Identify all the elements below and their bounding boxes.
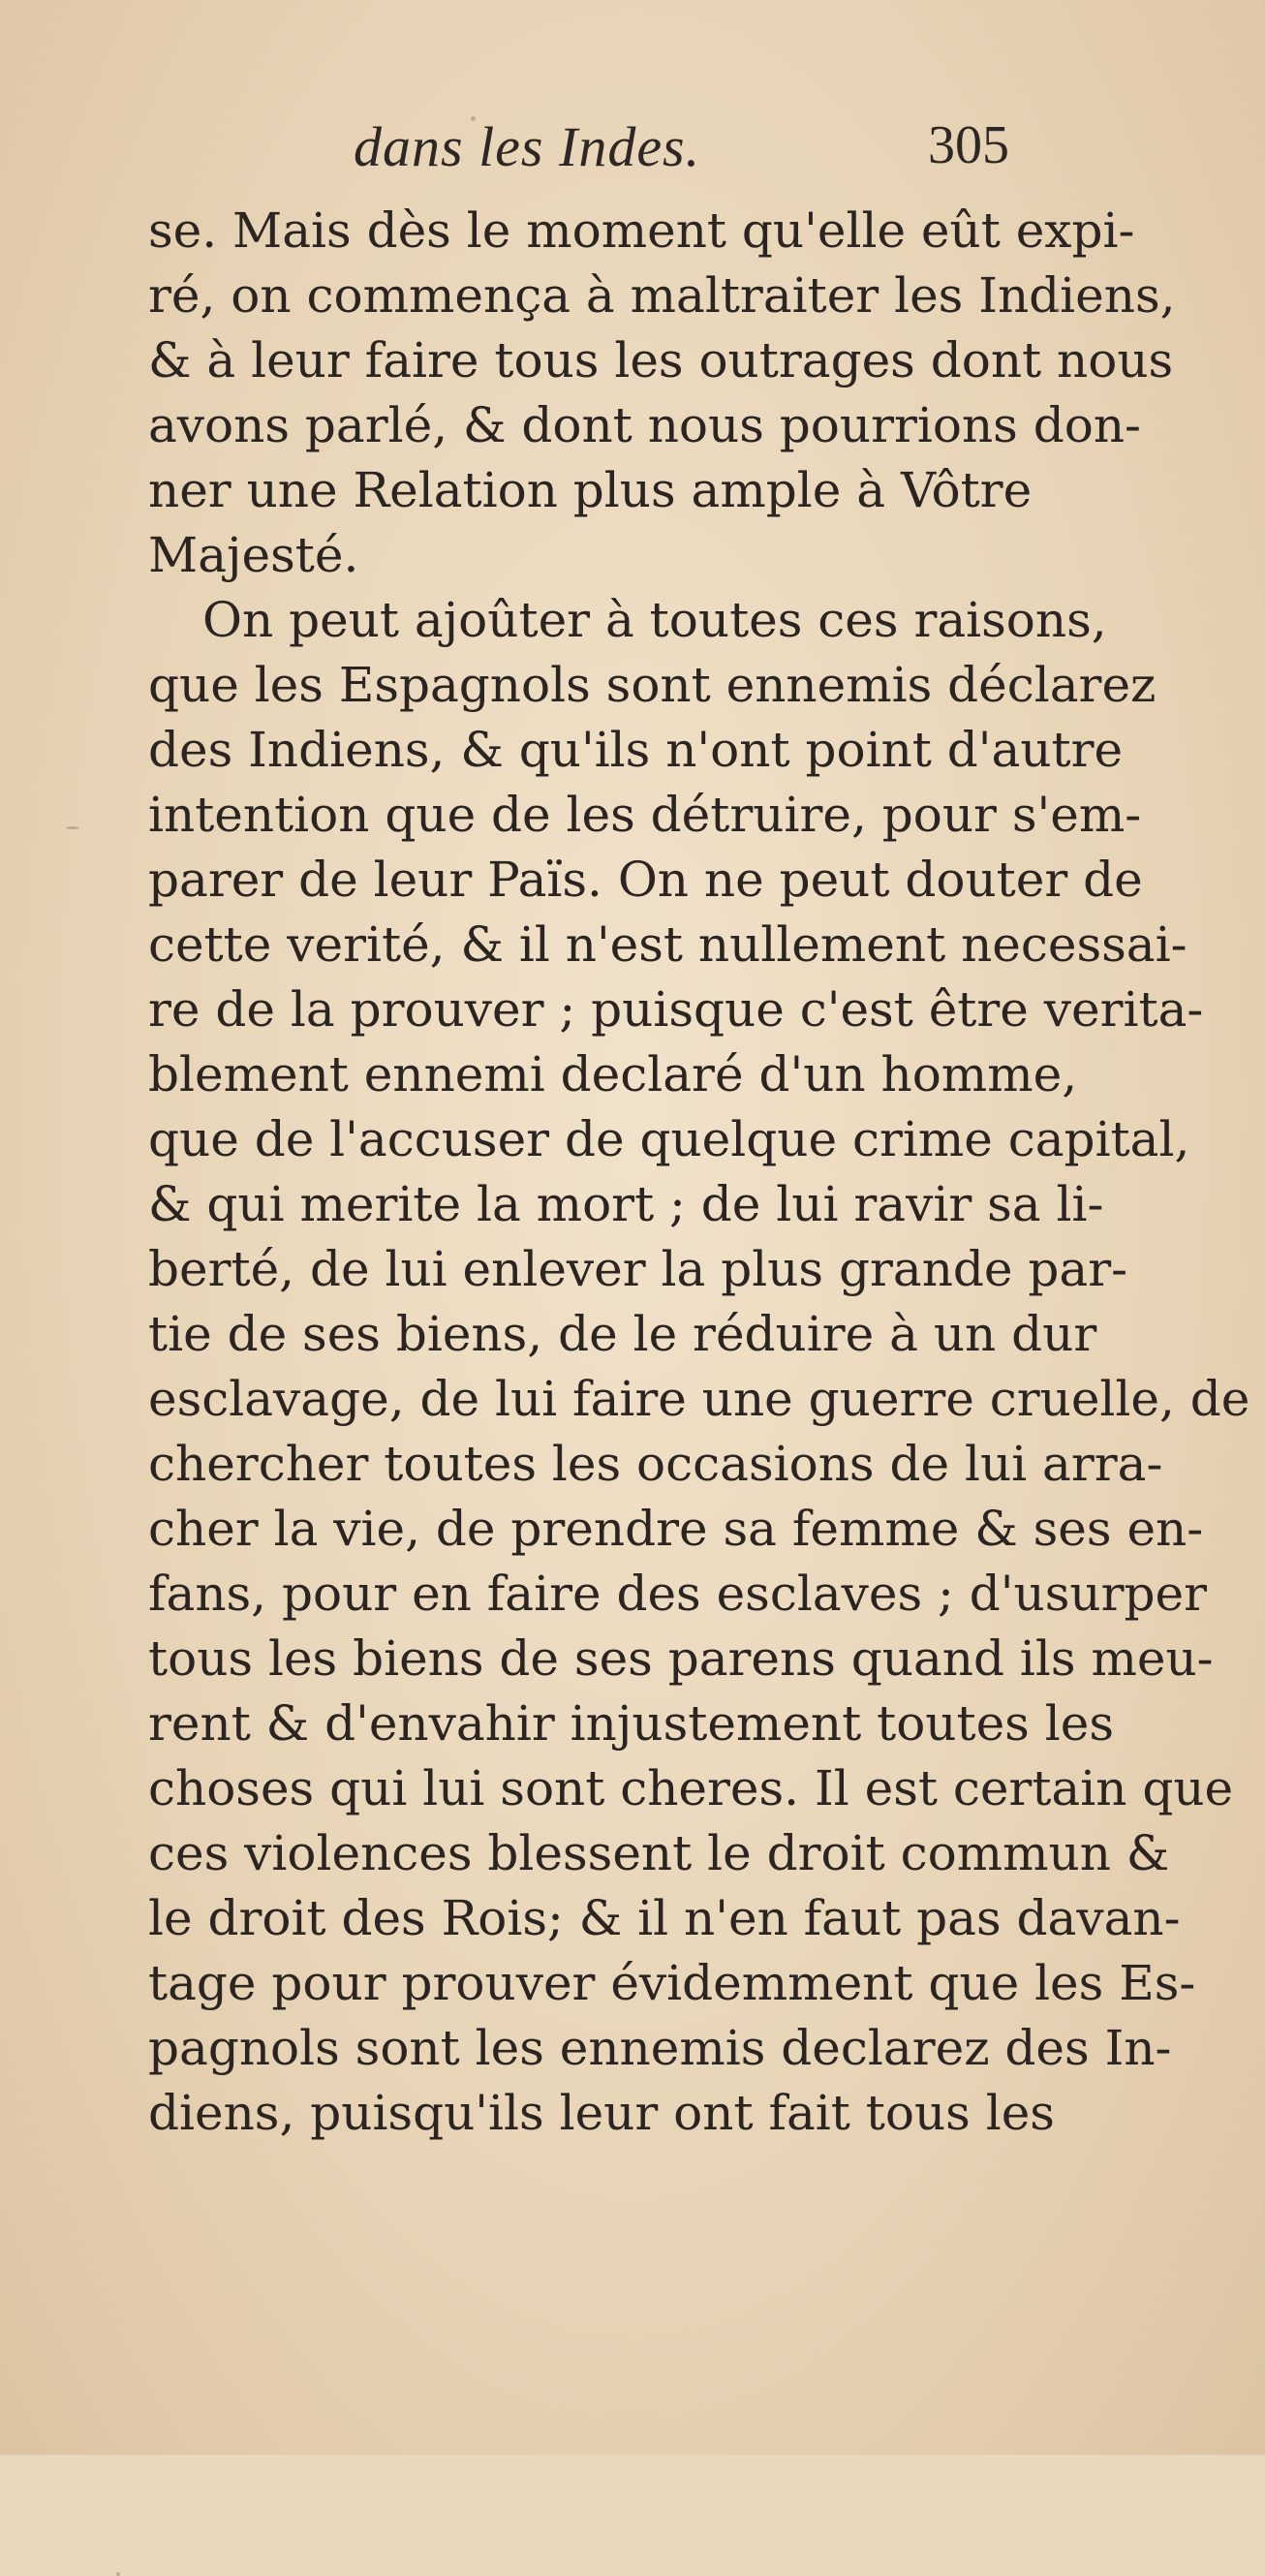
- text-line: rent & d'envahir injustement toutes les: [148, 1695, 1114, 1752]
- running-title: dans les Indes.: [354, 115, 701, 178]
- text-line: berté, de lui enlever la plus grande par-: [148, 1241, 1128, 1297]
- paper-speck: [471, 116, 476, 121]
- paper-speck: [66, 826, 79, 829]
- text-line: re de la prouver ; puisque c'est être verita-: [148, 981, 1204, 1038]
- text-line: que les Espagnols sont ennemis déclarez: [148, 657, 1157, 713]
- text-line: parer de leur Païs. On ne peut douter de: [148, 852, 1143, 908]
- text-line: cette verité, & il n'est nullement necessai-: [148, 916, 1188, 973]
- page-number: 305: [928, 115, 1009, 175]
- text-line: que de l'accuser de quelque crime capital,: [148, 1111, 1190, 1167]
- text-line: tous les biens de ses parens quand ils meu-: [148, 1630, 1214, 1687]
- text-line: des Indiens, & qu'ils n'ont point d'autre: [148, 722, 1124, 778]
- text-line: blement ennemi declaré d'un homme,: [148, 1046, 1078, 1102]
- text-line: tage pour prouver évidemment que les Es-: [148, 1955, 1196, 2011]
- page-header: [0, 114, 1265, 192]
- body-text: [148, 199, 1250, 2146]
- text-line: choses qui lui sont cheres. Il est certain que: [148, 1760, 1234, 1816]
- paper-speck: [1056, 308, 1060, 312]
- text-line: ner une Relation plus ample à Vôtre: [148, 462, 1033, 518]
- text-line: se. Mais dès le moment qu'elle eût expi-: [148, 202, 1135, 259]
- text-line: tie de ses biens, de le réduire à un dur: [148, 1306, 1097, 1362]
- text-line: & à leur faire tous les outrages dont nous: [148, 332, 1174, 388]
- text-line: Majesté.: [148, 527, 359, 583]
- text-line: ces violences blessent le droit commun &: [148, 1825, 1170, 1881]
- text-line: ré, on commença à maltraiter les Indiens,: [148, 267, 1176, 324]
- text-line: & qui merite la mort ; de lui ravir sa li-: [148, 1176, 1104, 1232]
- text-line: avons parlé, & dont nous pourrions don-: [148, 397, 1141, 453]
- text-line: diens, puisqu'ils leur ont fait tous les: [148, 2085, 1055, 2141]
- text-line: esclavage, de lui faire une guerre cruelle, de: [148, 1371, 1250, 1427]
- text-line: intention que de les détruire, pour s'em-: [148, 787, 1142, 843]
- text-line: le droit des Rois; & il n'en faut pas davan-: [148, 1890, 1181, 1946]
- paper-speck: [116, 2572, 120, 2576]
- paragraph-start-line: On peut ajoûter à toutes ces raisons,: [202, 592, 1107, 648]
- text-line: fans, pour en faire des esclaves ; d'usurper: [148, 1566, 1207, 1622]
- text-line: pagnols sont les ennemis declarez des In-: [148, 2020, 1172, 2076]
- text-line: chercher toutes les occasions de lui arra-: [148, 1436, 1163, 1492]
- text-line: cher la vie, de prendre sa femme & ses en-: [148, 1501, 1204, 1557]
